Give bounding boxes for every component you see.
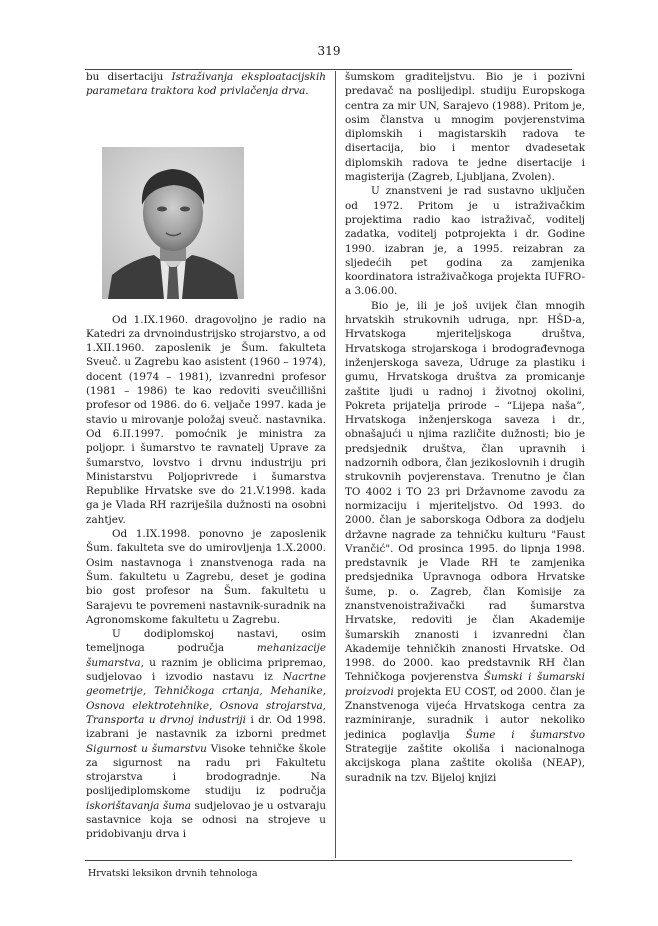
page-number: 319 — [317, 44, 341, 58]
left-column — [86, 70, 326, 842]
paragraph-lecturer: šumskom graditeljstvu. Bio je i pozivni predavač na poslijedipl. studiju Europskoga centra za mir UN, Sarajevo (1988). Pritom je, osim članstva u mnogim povjerenstvima diplomskih i magistarskih radova te disertacija, bio i mentor dvadesetak diplomskih radova te jedne disertacije i magisterija (Zagreb, Ljubljana, Zvolen). — [345, 71, 585, 184]
paragraph-reemployment: Od 1.IX.1998. ponovno je zaposlenik Šum. fakulteta sve do umirovljenja 1.X.2000. Osim nastavnoga i znanstvenoga rada na Šum. fakultetu u Zagrebu, deset je godina bio gost profesor na Šum. fakultetu u Sarajevu te povremeni nastavnik-suradnik na Agronomskome fakultetu u Zagrebu. — [86, 528, 326, 626]
portrait-photo — [102, 147, 244, 299]
footer-rule — [85, 860, 572, 861]
paragraph-research: U znanstveni je rad sustavno uključen od 1972. Pritom je u istraživačkim projektima radio kao istraživač, voditelj zadatka, voditelj potprojekta i dr. Godine 1990. izabran je, a 1995. reizabran za sljedećih pet godina za zamjenika koordinatora istraživačkoga projekta IUFRO-a 3.06.00. — [345, 185, 585, 298]
paragraph-teaching: U dodiplomskoj nastavi, osim temeljnoga područja mehanizacije šumarstva, u raznim je oblicima pripremao, sudjelovao i izvodio nastavu iz Nacrtne geometrije, Tehničkoga crtanja, Mehanike, Osnova elektrotehnike, Osnova strojarstva, Transporta u drvnoj industriji i dr. Od 1998. izabrani je nastavnik za izborni predmet Sigurnost u šumarstvu Visoke tehničke škole za sigurnost na radu pri Fakultetu strojarstva i brodogradnje. Na poslijediplomskome studiju iz područja iskorištavanja šuma sudjelovao je u ostvaraju sastavnice koja se odnosi na strojeve u pridobivanju drva i — [86, 628, 327, 841]
running-footer: Hrvatski leksikon drvnih tehnologa — [88, 868, 258, 879]
paragraph-career: Od 1.IX.1960. dragovoljno je radio na Katedri za drvnoindustrijsko strojarstvo, a od 1.XII.1960. zaposlenik je Šum. fakulteta Sveuč. u Zagrebu kao asistent (1960 – 1974), docent (1974 – 1981), izvanredni profesor (1981 – 1986) te kao redoviti sveučillišni profesor od 1986. do 6. veljače 1997. kada je stavio u mirovanje položaj sveuč. nastavnika. Od 6.II.1997. pomoćnik je ministra za poljopr. i šumarstvo te ravnatelj Uprave za šumarstvo, lovstvo i drvnu industriju pri Ministarstvu Poljoprivrede i šumarstva Republike Hrvatske sve do 21.V.1998. kada ga je Vlada RH razriješila dužnosti na osobni zahtjev. — [86, 313, 326, 526]
right-column — [345, 70, 585, 785]
paragraph-dissertation: bu disertaciju Istraživanja eksploatacijskih parametara traktora kod privlačenja drva. — [86, 71, 326, 98]
column-divider — [335, 71, 336, 858]
paragraph-memberships: Bio je, ili je još uvijek član mnogih hrvatskih strukovnih udruga, npr. HŠD-a, Hrvatskoga mjeriteljskoga društva, Hrvatskoga strojarskoga i brodograđevnoga inženjerskoga saveza, Udruge za plastiku i gumu, Hrvatskoga društva za promicanje zaštite ljudi u radnoj i životnoj okolini, Pokreta prijatelja prirode – “Lijepa naša”, Hrvatskoga inženjerskoga saveza i dr., obnašajući u njima različite dužnosti; bio je predsjednik društva, član upravnih i nadzornih odbora, član jezikoslovnih i drugih strukovnih povjerenstava. Trenutno je član TO 4002 i TO 23 pri Državnome zavodu za normizaciju i mjeriteljstvo. Od 1993. do 2000. član je saborskoga Odbora za dodjelu državne nagrade za tehničku kulturu "Faust Vrančić". Od prosinca 1995. do lipnja 1998. predstavnik je Vlade RH te zamjenika predsjednika Upravnoga odbora Hrvatske šume, p. o. Zagreb, član Komisije za znanstvenoistraživački rad šumarstva Hrvatske, redoviti je član Akademije šumarskih znanosti i izvanredni član Akademije tehničkih znanosti Hrvatske. Od 1998. do 2000. kao predstavnik RH član Tehničkoga povjerenstva Šumski i šumarski proizvodi projekta EU COST, od 2000. član je Znanstvenoga vijeća Hrvatskoga centra za razminiranje, suradnik i autor nekoliko jedinica poglavlja Šume i šumarstvo Strategije zaštite okoliša i nacionalnoga akcijskoga plana zaštite okoliša (NEAP), suradnik na tzv. Bijeloj knjizi — [345, 299, 585, 784]
